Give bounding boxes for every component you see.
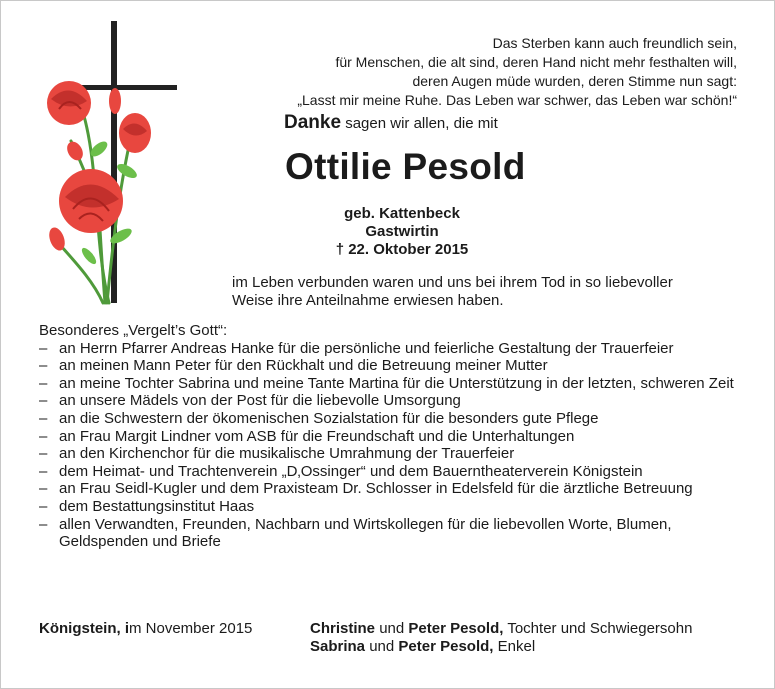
list-item: – allen Verwandten, Freunden, Nachbarn und Wirtskollegen für die liebevollen Worte, Blumen, Geldspenden und Briefe bbox=[39, 516, 739, 551]
signer-role: Tochter und Schwiegersohn bbox=[507, 620, 693, 637]
rose-icon bbox=[109, 88, 121, 114]
poem-line: für Menschen, die alt sind, deren Hand nicht mehr festhalten will, bbox=[335, 54, 737, 70]
list-item: – an unsere Mädels von der Post für die liebevolle Umsorgung bbox=[39, 392, 739, 410]
signer-conjunction: und bbox=[369, 638, 395, 655]
special-thanks-list bbox=[39, 340, 739, 551]
place: Königstein, i bbox=[39, 620, 129, 637]
death-date: † 22. Oktober 2015 bbox=[335, 241, 469, 258]
thanks-text: sagen wir allen, die mit bbox=[345, 115, 498, 132]
signer-conjunction: und bbox=[379, 620, 405, 637]
poem-line: deren Augen müde wurden, deren Stimme nun sagt: bbox=[412, 73, 737, 89]
list-item: – an meinen Mann Peter für den Rückhalt und die Betreuung meiner Mutter bbox=[39, 357, 739, 375]
poem-line: „Lasst mir meine Ruhe. Das Leben war schwer, das Leben war schön!“ bbox=[297, 92, 737, 108]
signer-name: Christine bbox=[310, 620, 376, 637]
cross-with-roses-icon bbox=[39, 21, 189, 311]
signer-name: Peter Pesold, bbox=[408, 620, 504, 637]
rose-icon bbox=[64, 139, 86, 163]
rose-icon bbox=[47, 81, 91, 125]
deceased-details bbox=[322, 205, 482, 259]
list-item: – an Herrn Pfarrer Andreas Hanke für die persönliche und feierliche Gestaltung der Trauerfeier bbox=[39, 340, 739, 358]
thanks-line bbox=[284, 112, 498, 134]
list-item: – an die Schwestern der ökomenischen Sozialstation für die besonders gute Pflege bbox=[39, 410, 739, 428]
signers bbox=[310, 620, 692, 656]
list-item: – dem Bestattungsinstitut Haas bbox=[39, 498, 739, 516]
list-item: – an meine Tochter Sabrina und meine Tante Martina für die Unterstützung in der letzten, schweren Zeit bbox=[39, 375, 739, 393]
date: m November 2015 bbox=[129, 620, 253, 637]
list-item: – an Frau Margit Lindner vom ASB für die Freundschaft und die Unterhaltungen bbox=[39, 428, 739, 446]
signer-line bbox=[310, 638, 692, 656]
intro-text bbox=[232, 274, 752, 310]
list-item: – an den Kirchenchor für die musikalische Umrahmung der Trauerfeier bbox=[39, 445, 739, 463]
special-thanks bbox=[39, 322, 739, 551]
signer-line bbox=[310, 620, 692, 638]
poem bbox=[177, 34, 737, 110]
place-date bbox=[39, 620, 252, 638]
rose-icon bbox=[119, 113, 151, 153]
poem-line: Das Sterben kann auch freundlich sein, bbox=[492, 35, 737, 51]
signer-role: Enkel bbox=[497, 638, 536, 655]
signer-name: Sabrina bbox=[310, 638, 366, 655]
deceased-name: Ottilie Pesold bbox=[285, 146, 526, 187]
intro-line: Weise ihre Anteilnahme erwiesen haben. bbox=[232, 292, 504, 309]
birth-name: geb. Kattenbeck bbox=[344, 205, 460, 222]
list-item: – an Frau Seidl-Kugler und dem Praxisteam Dr. Schlosser in Edelsfeld für die ärztliche Betreuung bbox=[39, 480, 739, 498]
occupation: Gastwirtin bbox=[365, 223, 439, 240]
list-item: – dem Heimat- und Trachtenverein „D‚Ossinger“ und dem Bauerntheaterverein Königstein bbox=[39, 463, 739, 481]
intro-line: im Leben verbunden waren und uns bei ihrem Tod in so liebevoller bbox=[232, 274, 673, 291]
signer-name: Peter Pesold, bbox=[398, 638, 494, 655]
special-thanks-heading: Besonderes „Vergelt’s Gott“: bbox=[39, 322, 228, 339]
rose-icon bbox=[59, 169, 123, 233]
thanks-word: Danke bbox=[284, 112, 342, 133]
